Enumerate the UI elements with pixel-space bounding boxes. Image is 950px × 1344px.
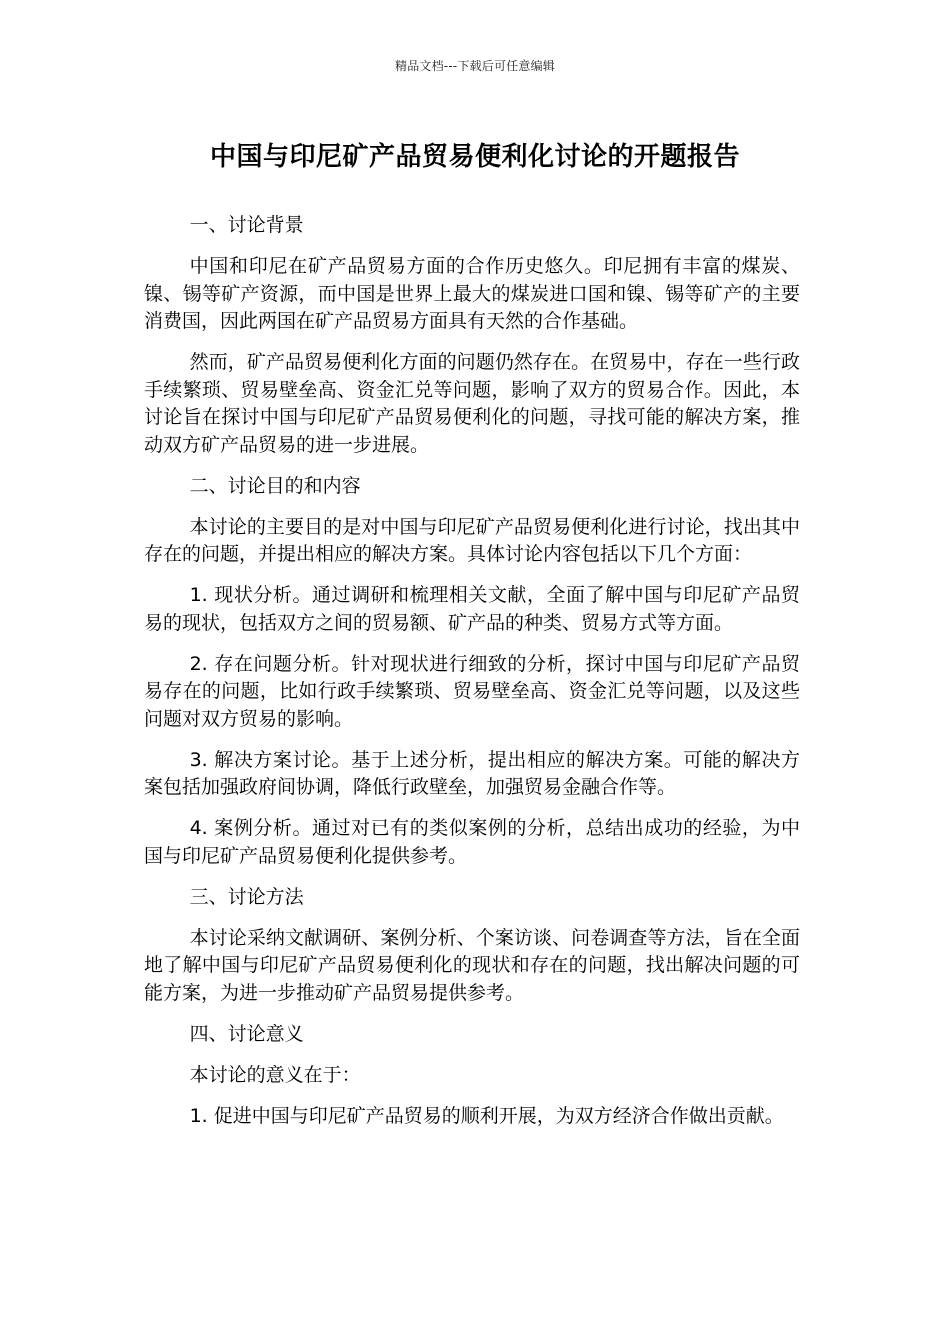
list-item-status-analysis: 1. 现状分析。通过调研和梳理相关文献，全面了解中国与印尼矿产品贸易的现状，包括双方之间的贸易额、矿产品的种类、贸易方式等方面。 [144, 584, 800, 634]
section-heading-purpose: 二、讨论目的和内容 [189, 474, 361, 497]
paragraph-background-1: 中国和印尼在矿产品贸易方面的合作历史悠久。印尼拥有丰富的煤炭、镍、锡等矿产资源，而中国是世界上最大的煤炭进口国和镍、锡等矿产的主要消费国，因此两国在矿产品贸易方面具有天然的合作基础。 [144, 255, 800, 332]
paragraph-method: 本讨论采纳文献调研、案例分析、个案访谈、问卷调查等方法，旨在全面地了解中国与印尼矿产品贸易便利化的现状和存在的问题，找出解决问题的可能方案，为进一步推动矿产品贸易提供参考。 [144, 926, 800, 1004]
list-item-solution-discussion: 3. 解决方案讨论。基于上述分析，提出相应的解决方案。可能的解决方案包括加强政府间协调，降低行政壁垒，加强贸易金融合作等。 [144, 748, 800, 798]
paragraph-purpose-intro: 本讨论的主要目的是对中国与印尼矿产品贸易便利化进行讨论，找出其中存在的问题，并提出相应的解决方案。具体讨论内容包括以下几个方面： [144, 515, 800, 565]
list-item-significance-1: 1. 促进中国与印尼矿产品贸易的顺利开展，为双方经济合作做出贡献。 [189, 1104, 784, 1127]
paragraph-background-2: 然而，矿产品贸易便利化方面的问题仍然存在。在贸易中，存在一些行政手续繁琐、贸易壁垒高、资金汇兑等问题，影响了双方的贸易合作。因此，本讨论旨在探讨中国与印尼矿产品贸易便利化的问题，寻找可能的解决方案，推动双方矿产品贸易的进一步进展。 [144, 351, 800, 456]
paragraph-significance-intro: 本讨论的意义在于： [189, 1063, 361, 1086]
document-title: 中国与印尼矿产品贸易便利化讨论的开题报告 [209, 142, 740, 172]
section-heading-background: 一、讨论背景 [189, 214, 304, 236]
header-note: 精品文档---下载后可任意编辑 [395, 59, 555, 73]
document-body [144, 212, 800, 1144]
list-item-case-analysis: 4. 案例分析。通过对已有的类似案例的分析，总结出成功的经验，为中国与印尼矿产品贸易便利化提供参考。 [144, 817, 800, 867]
list-item-problem-analysis: 2. 存在问题分析。针对现状进行细致的分析，探讨中国与印尼矿产品贸易存在的问题，比如行政手续繁琐、贸易壁垒高、资金汇兑等问题，以及这些问题对双方贸易的影响。 [144, 652, 800, 730]
section-heading-method: 三、讨论方法 [189, 885, 304, 908]
section-heading-significance: 四、讨论意义 [189, 1022, 304, 1045]
